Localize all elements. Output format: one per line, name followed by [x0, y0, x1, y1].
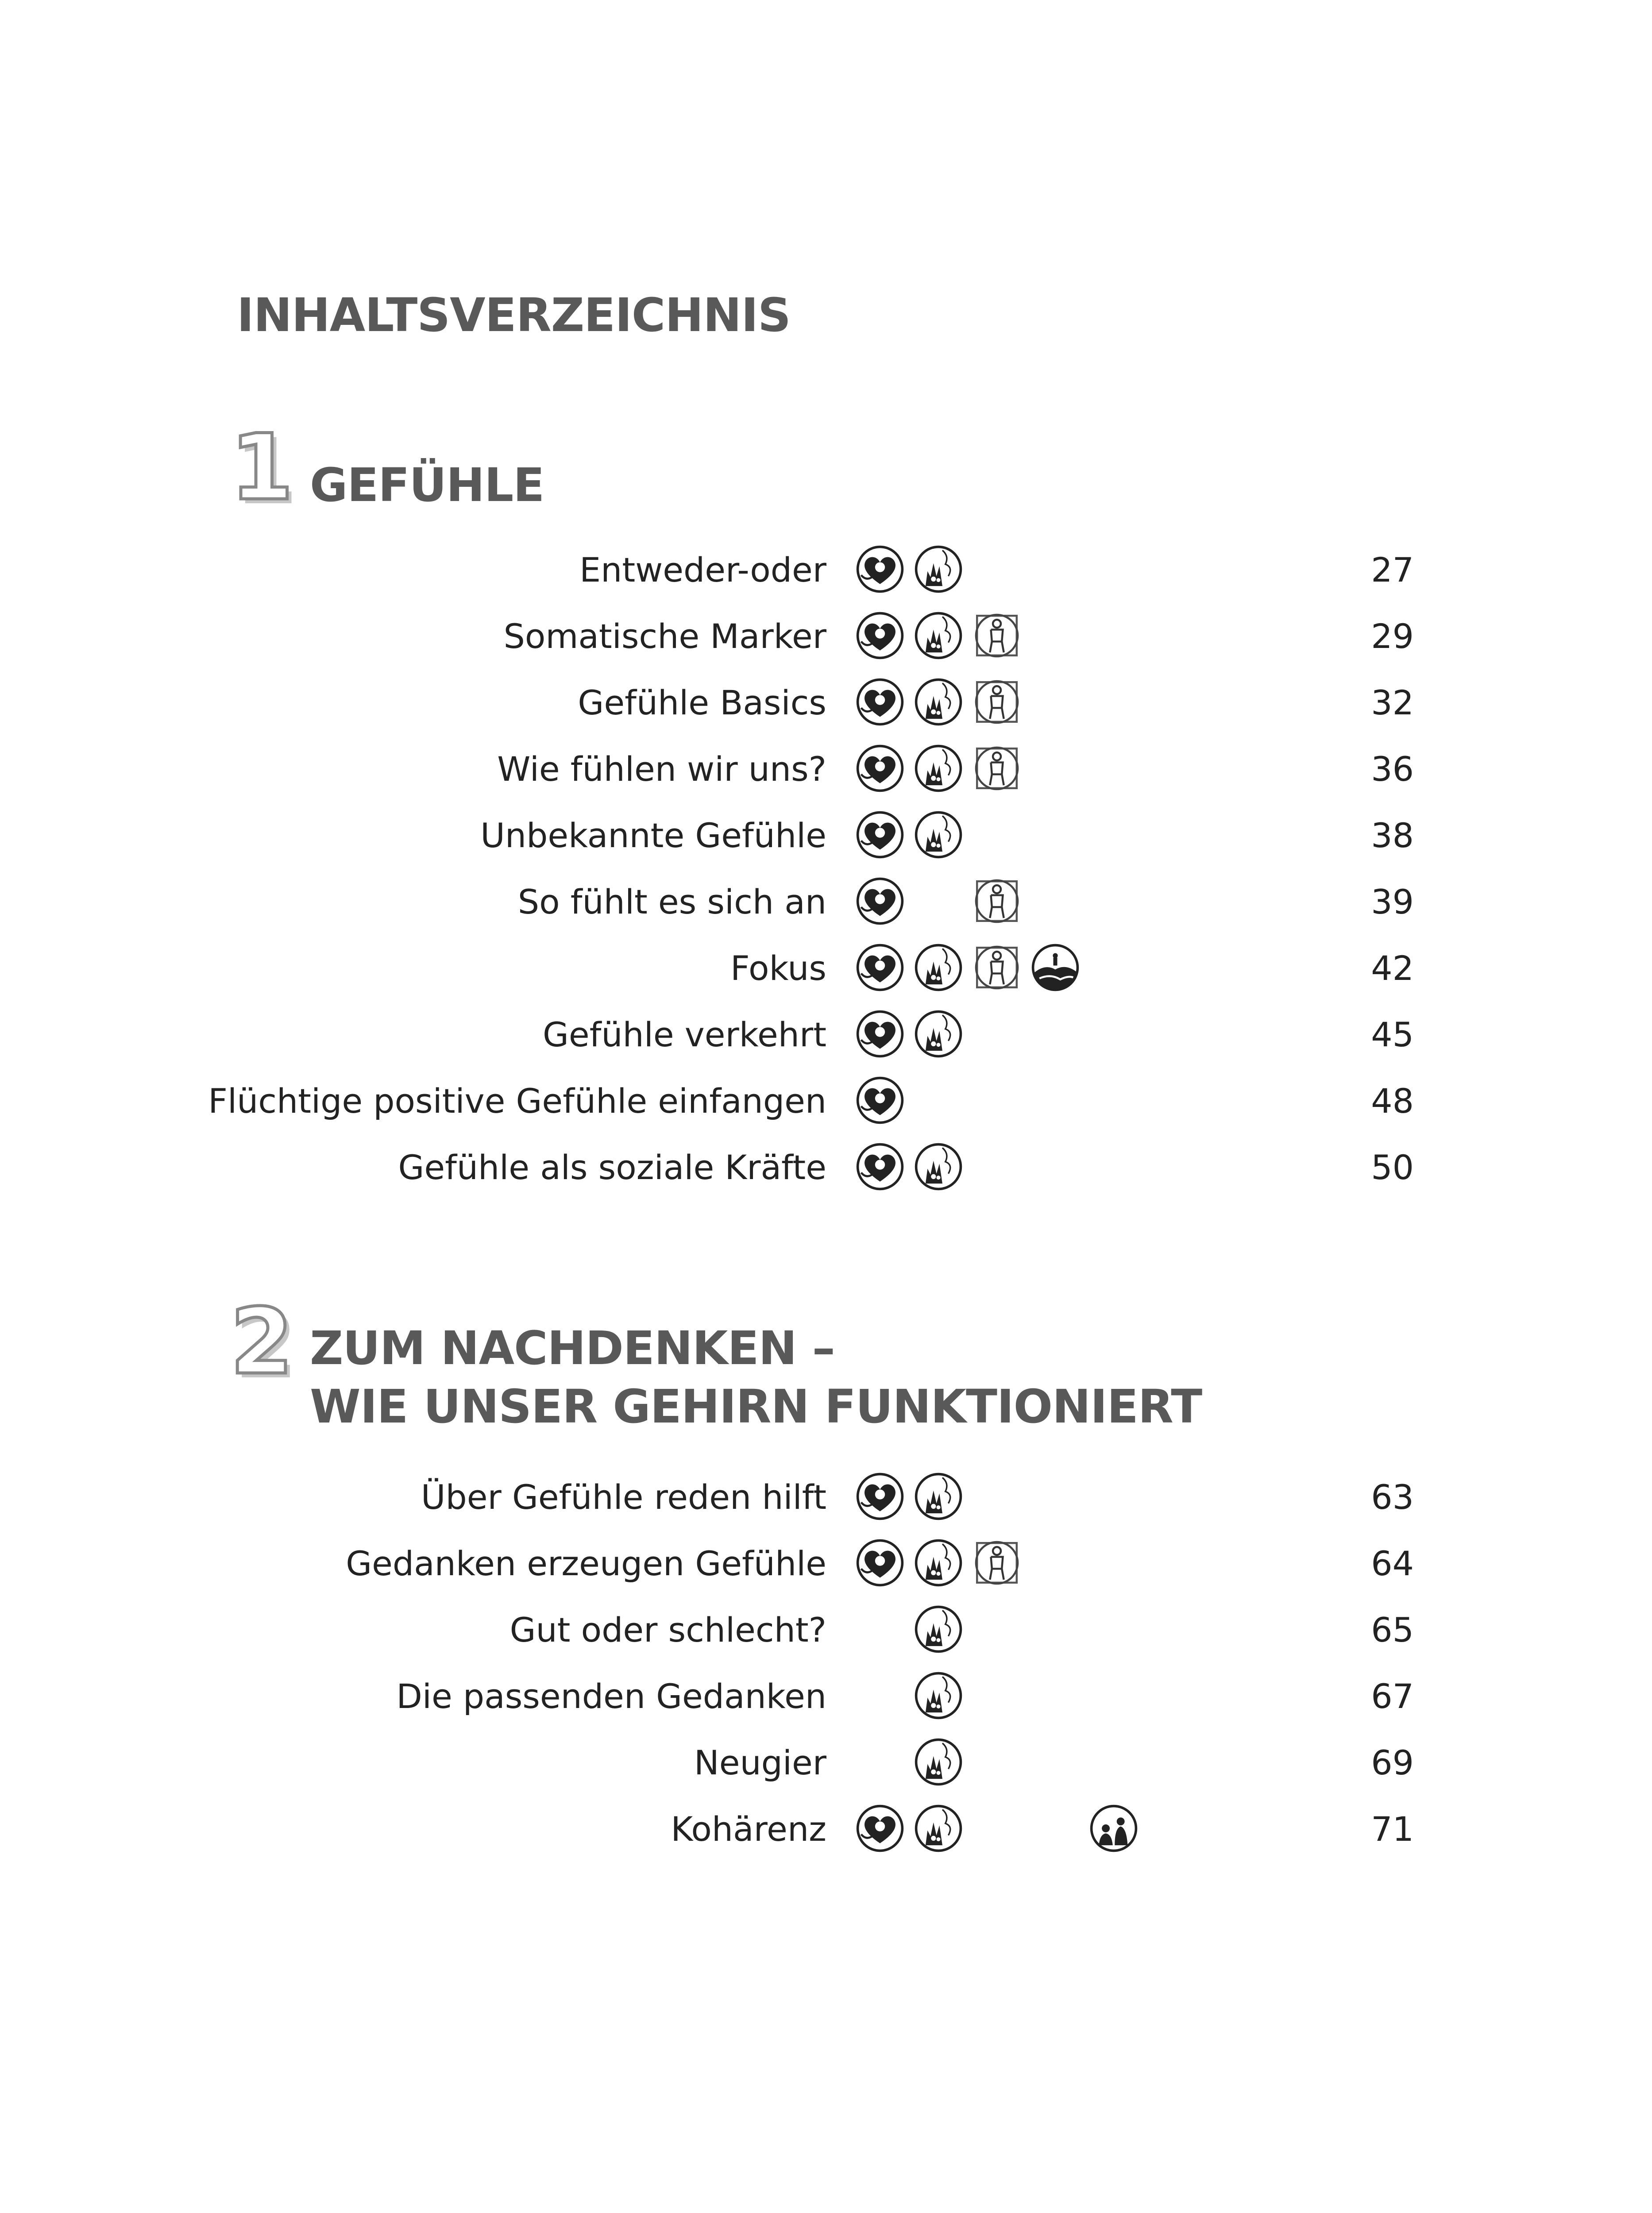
entry-title: So fühlt es sich an: [517, 882, 826, 921]
page-number: 65: [1371, 1610, 1414, 1650]
toc-entry[interactable]: [0, 1538, 1652, 1596]
page-number: 64: [1371, 1544, 1414, 1583]
toc-entry[interactable]: [0, 677, 1652, 735]
toc-entry[interactable]: [0, 1604, 1652, 1662]
entry-title: Somatische Marker: [503, 617, 826, 656]
chapter-title-line: WIE UNSER GEHIRN FUNKTIONIERT: [310, 1380, 1202, 1434]
heart-icon: [855, 1804, 905, 1853]
entry-title: Gefühle als soziale Kräfte: [398, 1148, 826, 1187]
entry-title: Kohärenz: [671, 1809, 826, 1849]
heart-icon: [855, 1009, 905, 1059]
entry-title: Gefühle verkehrt: [542, 1015, 826, 1054]
heart-icon: [855, 876, 905, 926]
page-number: 38: [1371, 816, 1414, 855]
landscape-icon: [1031, 943, 1080, 992]
entry-title: Gedanken erzeugen Gefühle: [346, 1544, 826, 1583]
page-number: 67: [1371, 1677, 1414, 1716]
toc-entry[interactable]: [0, 744, 1652, 801]
page-number: 29: [1371, 617, 1414, 656]
brain-figure-icon: [914, 677, 963, 727]
brain-figure-icon: [914, 1737, 963, 1787]
page-number: 45: [1371, 1015, 1414, 1054]
toc-entry[interactable]: [0, 943, 1652, 1000]
brain-figure-icon: [914, 1538, 963, 1588]
entry-title: Flüchtige positive Gefühle einfangen: [208, 1081, 826, 1121]
page-number: 36: [1371, 749, 1414, 789]
toc-entry[interactable]: [0, 544, 1652, 602]
entry-title: Die passenden Gedanken: [396, 1677, 826, 1716]
page-number: 27: [1371, 550, 1414, 590]
heart-icon: [855, 1472, 905, 1521]
brain-figure-icon: [914, 1472, 963, 1521]
chapter-number: 1: [230, 415, 293, 520]
brain-figure-icon: [914, 1142, 963, 1191]
heart-icon: [855, 1076, 905, 1125]
chapter-number: 2: [230, 1289, 293, 1395]
toc-entry[interactable]: [0, 876, 1652, 934]
toc-entry[interactable]: [0, 1472, 1652, 1529]
brain-figure-icon: [914, 1671, 963, 1720]
entry-title: Neugier: [694, 1743, 826, 1782]
heart-icon: [855, 677, 905, 727]
chapter-title: [310, 1319, 1202, 1436]
toc-entry[interactable]: [0, 1737, 1652, 1795]
page-number: 63: [1371, 1477, 1414, 1517]
brain-figure-icon: [914, 810, 963, 860]
brain-figure-icon: [914, 1009, 963, 1059]
page-number: 48: [1371, 1081, 1414, 1121]
toc-title: INHALTSVERZEICHNIS: [237, 288, 791, 342]
chapter-title-line: ZUM NACHDENKEN –: [310, 1321, 835, 1375]
chapter-title: [310, 456, 544, 514]
people-icon: [1089, 1804, 1139, 1853]
toc-entry[interactable]: [0, 1076, 1652, 1133]
body-figure-icon: [972, 876, 1022, 926]
heart-icon: [855, 611, 905, 660]
toc-entry[interactable]: [0, 1009, 1652, 1067]
page-number: 39: [1371, 882, 1414, 921]
entry-title: Entweder-oder: [579, 550, 826, 590]
body-figure-icon: [972, 744, 1022, 793]
heart-icon: [855, 544, 905, 594]
page-number: 71: [1371, 1809, 1414, 1849]
brain-figure-icon: [914, 1804, 963, 1853]
body-figure-icon: [972, 611, 1022, 660]
page-number: 50: [1371, 1148, 1414, 1187]
entry-title: Gut oder schlecht?: [509, 1610, 826, 1650]
heart-icon: [855, 943, 905, 992]
toc-entry[interactable]: [0, 1671, 1652, 1728]
page-number: 32: [1371, 683, 1414, 722]
entry-title: Unbekannte Gefühle: [480, 816, 826, 855]
entry-title: Über Gefühle reden hilft: [421, 1477, 826, 1517]
toc-entry[interactable]: [0, 810, 1652, 867]
heart-icon: [855, 744, 905, 793]
brain-figure-icon: [914, 1604, 963, 1654]
chapter-title-line: GEFÜHLE: [310, 458, 544, 512]
body-figure-icon: [972, 943, 1022, 992]
toc-entry[interactable]: [0, 1142, 1652, 1199]
heart-icon: [855, 810, 905, 860]
entry-title: Wie fühlen wir uns?: [497, 749, 826, 789]
body-figure-icon: [972, 677, 1022, 727]
brain-figure-icon: [914, 611, 963, 660]
toc-entry[interactable]: [0, 611, 1652, 668]
brain-figure-icon: [914, 943, 963, 992]
heart-icon: [855, 1142, 905, 1191]
entry-title: Gefühle Basics: [578, 683, 826, 722]
toc-entry[interactable]: [0, 1804, 1652, 1861]
page-number: 69: [1371, 1743, 1414, 1782]
body-figure-icon: [972, 1538, 1022, 1588]
brain-figure-icon: [914, 744, 963, 793]
brain-figure-icon: [914, 544, 963, 594]
heart-icon: [855, 1538, 905, 1588]
entry-title: Fokus: [730, 948, 826, 988]
page-number: 42: [1371, 948, 1414, 988]
